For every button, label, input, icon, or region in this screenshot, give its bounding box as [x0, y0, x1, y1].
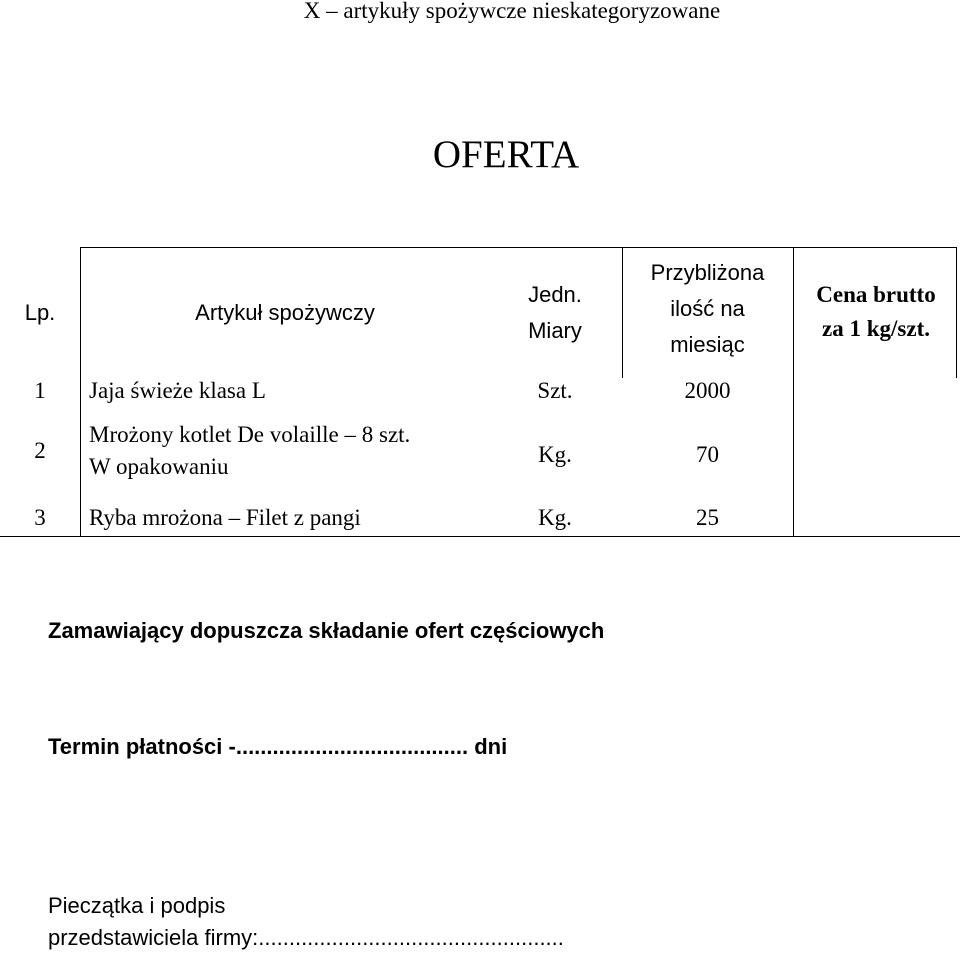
document-title: OFERTA — [432, 133, 580, 176]
table-column-divider — [80, 247, 81, 537]
row-2-quantity: 70 — [696, 442, 719, 467]
row-2-item-line1: Mrożony kotlet De volaille – 8 szt. — [89, 422, 411, 447]
row-3-item: Ryba mrożona – Filet z pangi — [89, 505, 361, 530]
header-price-line1: Cena brutto — [816, 282, 936, 307]
row-3-price[interactable] — [793, 502, 959, 534]
row-3-quantity: 25 — [696, 505, 719, 530]
header-item: Artykuł spożywczy — [195, 300, 375, 325]
row-3-unit: Kg. — [538, 505, 572, 530]
row-1-lp: 1 — [34, 378, 46, 403]
table-border-top — [80, 247, 957, 248]
signature-label: Pieczątka i podpis — [48, 893, 226, 918]
offer-table — [0, 247, 960, 537]
document-category: X – artykuły spożywcze nieskategoryzowane — [303, 0, 721, 23]
header-unit-line2: Miary — [528, 318, 582, 343]
header-quantity-line3: miesiąc — [670, 332, 745, 357]
row-2-unit: Kg. — [538, 442, 572, 467]
header-quantity-line1: Przybliżona — [650, 260, 765, 285]
table-border-bottom — [0, 536, 960, 537]
header-quantity-line2: ilość na — [670, 296, 745, 321]
partial-offers-note: Zamawiający dopuszcza składanie ofert częściowych — [48, 618, 605, 643]
row-1-item: Jaja świeże klasa L — [89, 378, 266, 403]
header-quantity — [622, 253, 793, 365]
row-2-item — [89, 419, 509, 483]
row-2-lp: 2 — [34, 438, 46, 463]
header-price-line2: za 1 kg/szt. — [822, 316, 930, 341]
row-3-lp: 3 — [34, 505, 46, 530]
row-2-item-line2: W opakowaniu — [89, 454, 229, 479]
header-price — [793, 277, 959, 347]
row-1-price[interactable] — [793, 375, 959, 407]
header-unit-line1: Jedn. — [528, 282, 582, 307]
header-lp: Lp. — [24, 300, 56, 325]
row-2-price[interactable] — [793, 439, 959, 471]
signature-line: przedstawiciela firmy:.................................................. — [48, 925, 564, 950]
row-1-quantity: 2000 — [684, 378, 731, 403]
row-1-unit: Szt. — [537, 378, 573, 403]
payment-terms-note: Termin płatności -...................................... dni — [48, 734, 508, 759]
header-unit — [470, 275, 640, 351]
